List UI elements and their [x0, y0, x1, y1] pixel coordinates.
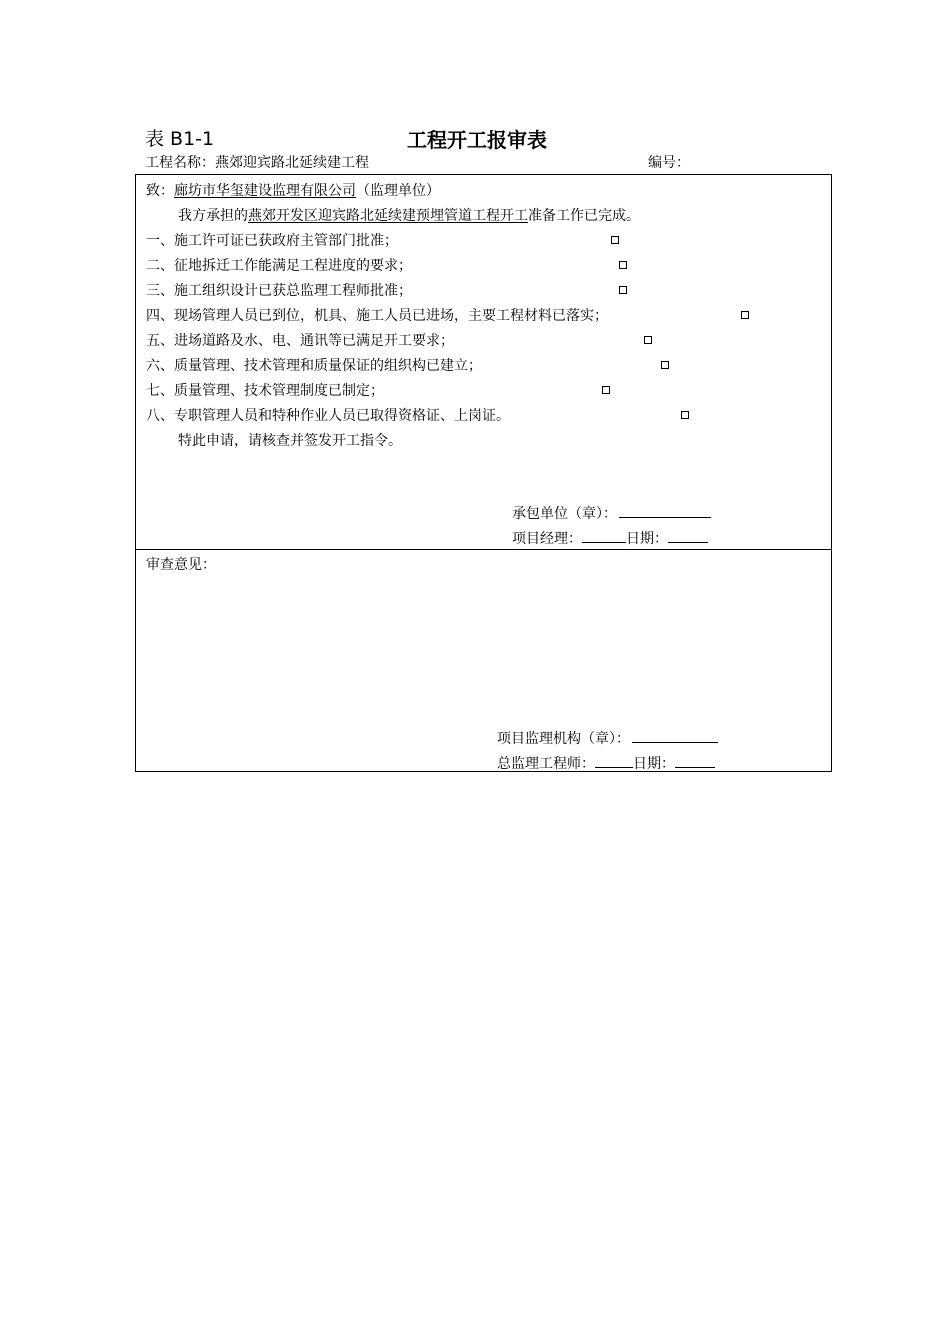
item-4: 四、现场管理人员已到位，机具、施工人员已进场，主要工程材料已落实；	[146, 308, 608, 324]
intro-suffix: 准备工作已完成。	[528, 208, 640, 224]
chief-signature-blank[interactable]	[595, 753, 633, 768]
org-seal-label: 项目监理机构（章）：	[497, 731, 630, 747]
project-name: 工程名称：燕郊迎宾路北延续建工程	[145, 155, 369, 171]
intro-line	[178, 205, 640, 225]
form-title: 工程开工报审表	[407, 128, 547, 152]
item-3: 三、施工组织设计已获总监理工程师批准；	[146, 283, 412, 299]
closing-line: 特此申请，请核查并签发开工指令。	[178, 433, 402, 449]
item-8-checkbox[interactable]	[681, 411, 689, 419]
to-prefix: 致：	[146, 183, 174, 199]
item-3-checkbox[interactable]	[619, 286, 627, 294]
form-code: 表 B1-1	[145, 128, 215, 150]
item-2: 二、征地拆迁工作能满足工程进度的要求；	[146, 258, 412, 274]
supervisor-company: 廊坊市华玺建设监理有限公司	[174, 183, 356, 199]
item-6-checkbox[interactable]	[661, 361, 669, 369]
intro-project: 燕郊开发区迎宾路北延续建预埋管道工程开工	[248, 208, 528, 224]
form-table	[135, 174, 832, 772]
chief-label: 总监理工程师：	[497, 756, 595, 772]
pm-line	[512, 528, 708, 548]
item-1: 一、施工许可证已获政府主管部门批准；	[146, 233, 398, 249]
contractor-seal-label: 承包单位（章）：	[512, 506, 617, 522]
chief-line	[497, 753, 715, 773]
pm-signature-blank[interactable]	[582, 528, 626, 543]
contractor-seal-line	[512, 503, 711, 523]
item-5: 五、进场道路及水、电、通讯等已满足开工要求；	[146, 333, 454, 349]
chief-date-label: 日期：	[633, 756, 675, 772]
number-label: 编号：	[648, 155, 690, 171]
item-7: 七、质量管理、技术管理制度已制定；	[146, 383, 384, 399]
item-2-checkbox[interactable]	[619, 261, 627, 269]
pm-date-label: 日期：	[626, 531, 668, 547]
intro-prefix: 我方承担的	[178, 208, 248, 224]
item-5-checkbox[interactable]	[644, 336, 652, 344]
chief-date-blank[interactable]	[675, 753, 715, 768]
org-seal-blank[interactable]	[632, 728, 718, 743]
item-1-checkbox[interactable]	[611, 236, 619, 244]
item-4-checkbox[interactable]	[741, 311, 749, 319]
addressee-line	[146, 180, 440, 200]
pm-label: 项目经理：	[512, 531, 582, 547]
section-divider	[136, 549, 831, 550]
review-opinion-label: 审查意见：	[146, 557, 216, 573]
supervisor-suffix: （监理单位）	[356, 183, 440, 199]
item-7-checkbox[interactable]	[602, 386, 610, 394]
org-seal-line	[497, 728, 718, 748]
item-8: 八、专职管理人员和特种作业人员已取得资格证、上岗证。	[146, 408, 510, 424]
item-6: 六、质量管理、技术管理和质量保证的组织构已建立；	[146, 358, 482, 374]
contractor-seal-blank[interactable]	[619, 503, 711, 518]
pm-date-blank[interactable]	[668, 528, 708, 543]
